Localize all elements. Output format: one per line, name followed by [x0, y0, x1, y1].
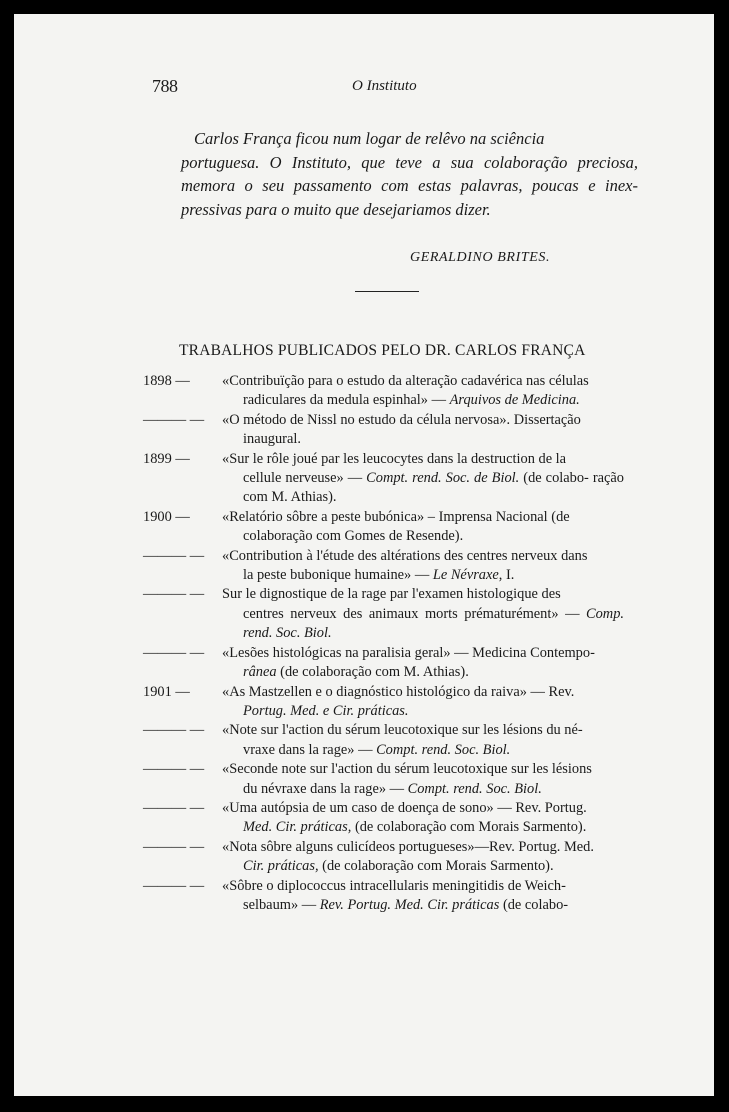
citation-italic: Portug. Med. e Cir. práticas.	[243, 702, 409, 719]
entry-first-line: «Note sur l'action du sérum leucotoxique sur les lésions du né-	[222, 722, 583, 739]
entry-text	[222, 721, 624, 760]
publication-entry	[143, 585, 624, 643]
running-title: O Instituto	[352, 78, 417, 94]
entry-year-marker: ——— —	[143, 411, 205, 428]
entry-text	[222, 877, 624, 916]
citation-text: vraxe dans la rage» —	[243, 741, 377, 758]
entry-year-marker: ——— —	[143, 586, 205, 603]
section-title: TRABALHOS PUBLICADOS PELO DR. CARLOS FRANÇA	[179, 342, 586, 359]
entry-continuation	[222, 469, 624, 508]
entry-text	[222, 799, 624, 838]
section-divider	[355, 291, 419, 292]
citation-text: (de colabo- ração com M. Athias).	[243, 470, 625, 506]
citation-text: cellule nerveuse» —	[243, 470, 367, 487]
citation-italic: Compt. rend. Soc. Biol.	[407, 780, 542, 797]
publication-entry	[143, 838, 624, 877]
entry-first-line: «Relatório sôbre a peste bubónica» – Imprensa Nacional (de	[222, 508, 570, 525]
entry-text	[222, 450, 624, 508]
publication-entry	[143, 760, 624, 799]
citation-text: (de colaboração com Morais Sarmento).	[318, 858, 554, 875]
entry-year-marker: ——— —	[143, 722, 205, 739]
entry-continuation	[222, 605, 624, 644]
publication-entry	[143, 799, 624, 838]
entry-continuation	[222, 702, 624, 721]
entry-text	[222, 585, 624, 643]
entry-continuation	[222, 663, 624, 682]
entry-continuation	[222, 857, 624, 876]
entry-year-marker: ——— —	[143, 761, 205, 778]
citation-text: (de colaboração com M. Athias).	[276, 664, 469, 681]
entry-year-marker: 1898 —	[143, 373, 190, 389]
entry-continuation	[222, 818, 624, 837]
entry-continuation	[222, 896, 624, 915]
citation-text: radiculares da medula espinhal» —	[243, 392, 450, 409]
entry-year-marker: ——— —	[143, 799, 205, 816]
citation-text: la peste bubonique humaine» —	[243, 567, 433, 584]
entry-text	[222, 508, 624, 547]
entry-first-line: «Contribuïção para o estudo da alteração cadavérica nas células	[222, 373, 589, 389]
intro-line: memora o seu passamento com estas palavras, poucas e inex-	[181, 176, 638, 195]
entry-text	[222, 547, 624, 586]
publication-entry	[143, 372, 624, 411]
publication-entry	[143, 721, 624, 760]
book-page	[14, 14, 714, 1096]
citation-italic: Med. Cir. práticas,	[243, 819, 352, 836]
entry-first-line: «Sur le rôle joué par les leucocytes dans la destruction de la	[222, 450, 567, 467]
page-header	[152, 76, 452, 100]
entry-first-line: «As Mastzellen e o diagnóstico histológico da raiva» — Rev.	[222, 683, 575, 700]
entry-year-marker: ——— —	[143, 644, 205, 661]
entry-year-marker: ——— —	[143, 838, 205, 855]
entry-first-line: «Seconde note sur l'action du sérum leucotoxique sur les lésions	[222, 761, 592, 778]
publication-entry	[143, 547, 624, 586]
entry-text	[222, 644, 624, 683]
publication-entry	[143, 411, 624, 450]
citation-italic: Arquivos de Medicina.	[449, 392, 580, 409]
citation-text: selbaum» —	[243, 896, 320, 913]
entry-text	[222, 411, 624, 450]
entry-continuation	[222, 566, 624, 585]
entry-continuation	[222, 527, 624, 546]
publication-entry	[143, 683, 624, 722]
entry-first-line: Sur le dignostique de la rage par l'examen histologique des	[222, 586, 561, 603]
entry-continuation	[222, 391, 624, 410]
entry-text	[222, 372, 624, 411]
entry-year-marker: 1899 —	[143, 450, 190, 467]
citation-italic: Compt. rend. Soc. Biol.	[376, 741, 511, 758]
entry-first-line: «Lesões histológicas na paralisia geral» — Medicina Contempo-	[222, 644, 595, 661]
entry-text	[222, 838, 624, 877]
citation-text: , I.	[498, 567, 515, 584]
closing-paragraph	[181, 127, 638, 221]
citation-italic: rânea	[243, 664, 277, 681]
citation-italic: Rev. Portug. Med. Cir. práticas	[319, 896, 500, 913]
citation-text: (de colaboração com Morais Sarmento).	[351, 819, 587, 836]
citation-text: (de colabo-	[499, 896, 569, 913]
entry-continuation	[222, 780, 624, 799]
citation-text: colaboração com Gomes de Resende).	[243, 528, 464, 545]
entry-text	[222, 683, 624, 722]
entry-text	[222, 760, 624, 799]
entry-continuation	[222, 430, 624, 449]
entry-year-marker: 1901 —	[143, 683, 190, 700]
citation-italic: Le Névraxe	[432, 567, 499, 584]
entry-first-line: «O método de Nissl no estudo da célula nervosa». Dissertação	[222, 411, 581, 428]
entry-first-line: «Uma autópsia de um caso de doença de sono» — Rev. Portug.	[222, 799, 587, 816]
citation-italic: Compt. rend. Soc. de Biol.	[366, 470, 520, 487]
citation-text: centres nerveux des animaux morts prématurément» —	[243, 605, 587, 622]
publication-entry	[143, 877, 624, 916]
entry-first-line: «Nota sôbre alguns culicídeos portugueses»—Rev. Portug. Med.	[222, 838, 594, 855]
page-number: 788	[152, 76, 178, 96]
publication-entry	[143, 644, 624, 683]
publication-entry	[143, 450, 624, 508]
entry-continuation	[222, 741, 624, 760]
entry-year-marker: 1900 —	[143, 508, 190, 525]
intro-line: Carlos França ficou num logar de relêvo na sciência	[194, 129, 545, 148]
intro-line: portuguesa. O Instituto, que teve a sua colaboração preciosa,	[181, 152, 638, 172]
entry-first-line: «Sôbre o diplococcus intracellularis meningitidis de Weich-	[222, 877, 566, 894]
author-signature: GERALDINO BRITES.	[410, 250, 551, 265]
publication-list	[143, 372, 624, 915]
entry-year-marker: ——— —	[143, 547, 205, 564]
entry-year-marker: ——— —	[143, 877, 205, 894]
publication-entry	[143, 508, 624, 547]
citation-italic: Cir. práticas,	[243, 858, 319, 875]
citation-text: inaugural.	[243, 431, 301, 448]
intro-line: pressivas para o muito que desejariamos dizer.	[181, 199, 491, 219]
entry-first-line: «Contribution à l'étude des altérations des centres nerveux dans	[222, 547, 588, 564]
citation-text: du névraxe dans la rage» —	[243, 780, 408, 797]
citation-italic: Comp. rend. Soc. Biol.	[243, 605, 624, 642]
